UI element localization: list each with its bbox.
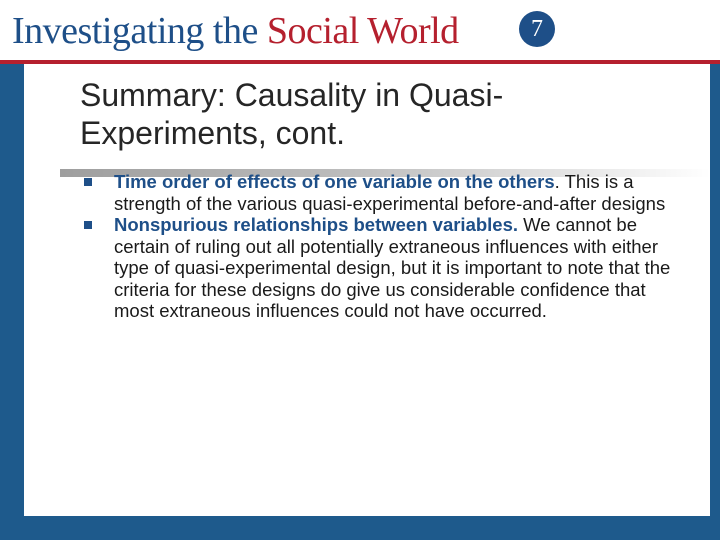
square-bullet-icon — [84, 221, 92, 229]
header-banner — [0, 0, 720, 62]
book-title-part2: Social World — [266, 10, 459, 52]
right-frame-bar — [710, 64, 720, 540]
left-frame-bar — [0, 64, 24, 540]
square-bullet-icon — [84, 178, 92, 186]
book-title-part1: Investigating the — [12, 10, 267, 52]
slide-content — [24, 64, 710, 516]
edition-badge: 7 — [519, 11, 555, 47]
bullet-text: We cannot be certain of ruling out all potentially extraneous influences with either type of quasi-experimental design, but it is important to note that the criteria for these designs do give us considerable confidence that most extraneous influences could not have occurred. — [114, 214, 671, 321]
bullet-lead: Nonspurious relationships between variables. — [114, 214, 519, 235]
book-title-logo — [12, 6, 459, 56]
slide-title: Summary: Causality in Quasi-Experiments, cont. — [80, 77, 504, 151]
bullet-list — [80, 171, 680, 322]
bottom-frame-bar — [0, 516, 720, 540]
bullet-text: . This is a strength of the various quasi-experimental before-and-after designs — [114, 171, 666, 214]
bullet-item — [80, 171, 680, 214]
bullet-lead: Time order of effects of one variable on the others — [114, 171, 555, 192]
bullet-item — [80, 214, 680, 322]
